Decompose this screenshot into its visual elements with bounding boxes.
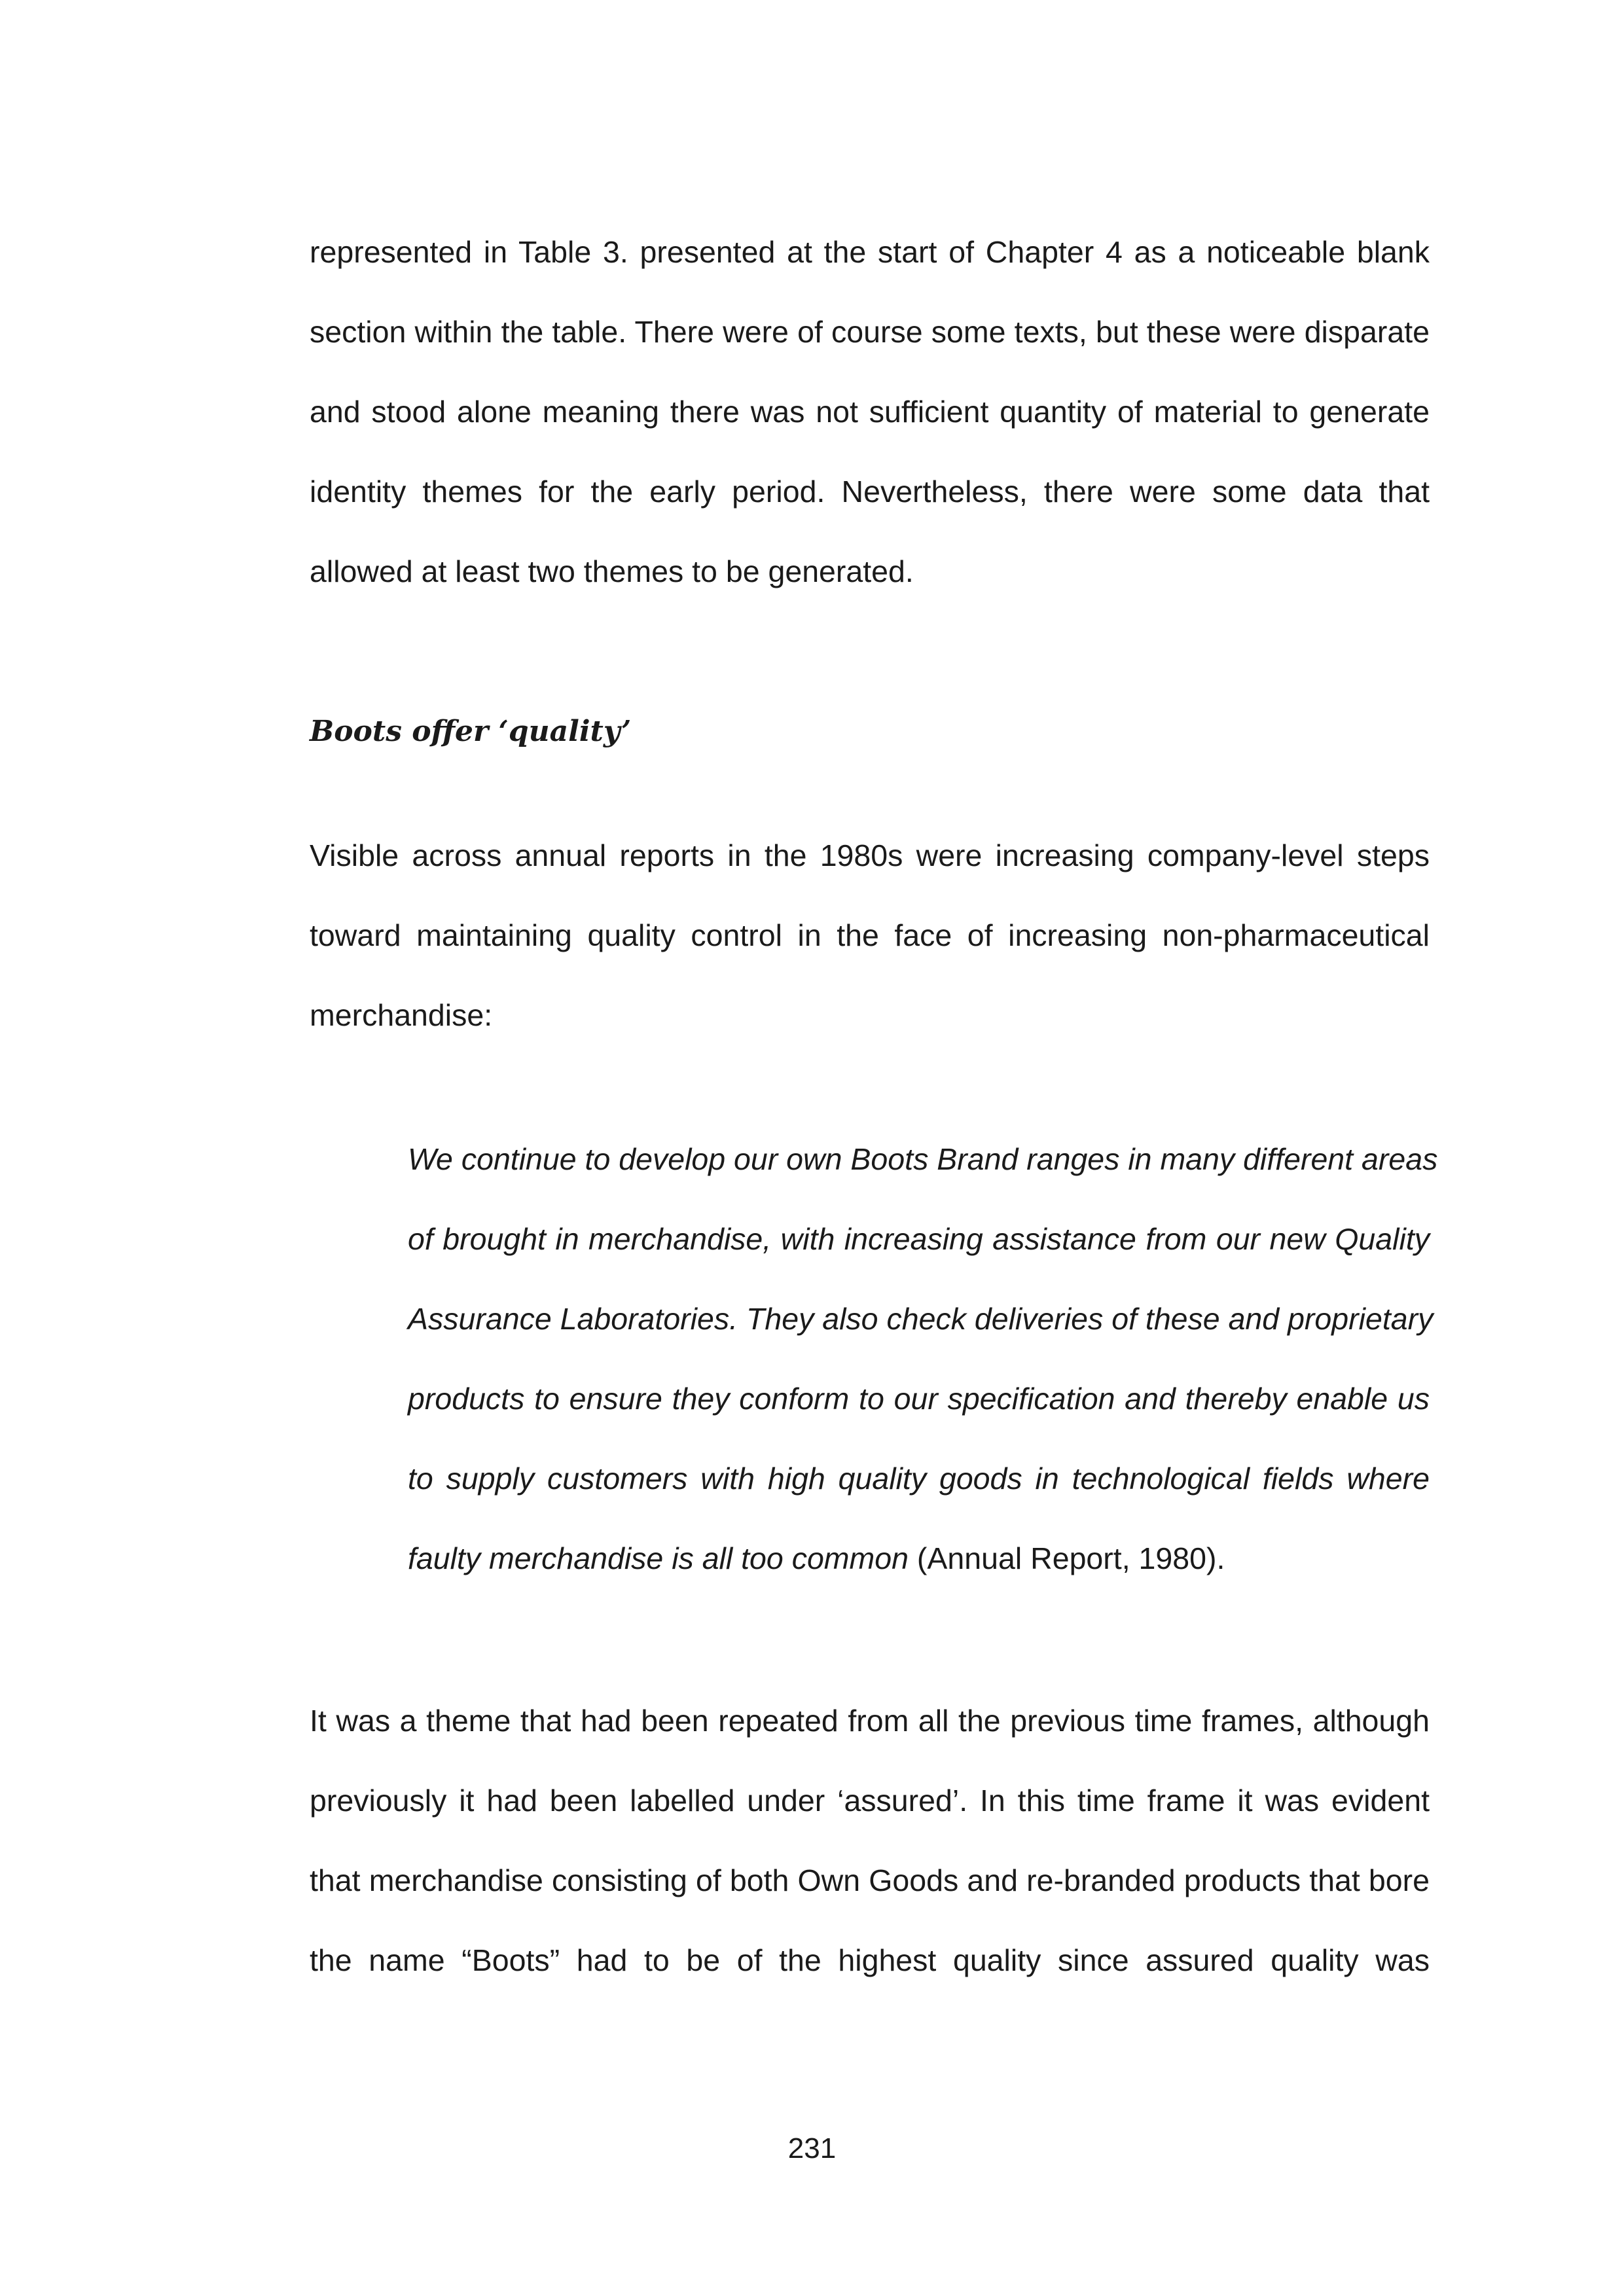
section-heading: Boots offer ‘quality’ (310, 715, 632, 748)
text-line: that merchandise consisting of both Own Goods and re-branded products that bore (310, 1863, 1430, 1897)
text-line: Visible across annual reports in the 1980s were increasing company-level steps (310, 838, 1430, 872)
quote-line: Assurance Laboratories. They also check deliveries of these and proprietary (408, 1302, 1434, 1336)
text-line: identity themes for the early period. Nevertheless, there were some data that (310, 475, 1430, 509)
paragraph-closing (310, 1681, 1430, 2000)
text-line: represented in Table 3. presented at the start of Chapter 4 as a noticeable blank (310, 235, 1430, 269)
quote-citation: (Annual Report, 1980). (909, 1541, 1225, 1575)
text-line: allowed at least two themes to be generated. (310, 554, 914, 588)
block-quote (408, 1119, 1438, 1598)
quote-line: products to ensure they conform to our specification and thereby enable us (408, 1382, 1430, 1416)
text-line: previously it had been labelled under ‘assured’. In this time frame it was evident (310, 1784, 1430, 1818)
quote-italic-text: faulty merchandise is all too common (408, 1541, 909, 1575)
quote-last-line (408, 1518, 1430, 1598)
text-line: toward maintaining quality control in the face of increasing non-pharmaceutical (310, 918, 1430, 952)
quote-line: to supply customers with high quality goods in technological fields where (408, 1462, 1430, 1496)
quote-line: We continue to develop our own Boots Brand ranges in many different areas (408, 1142, 1438, 1176)
text-line: the name “Boots” had to be of the highest quality since assured quality was (310, 1943, 1430, 1977)
text-line: section within the table. There were of course some texts, but these were disparate (310, 315, 1430, 349)
quote-line: of brought in merchandise, with increasing assistance from our new Quality (408, 1222, 1430, 1256)
paragraph-intro (310, 212, 1430, 611)
page-number: 231 (787, 2132, 837, 2164)
text-line: It was a theme that had been repeated from all the previous time frames, although (310, 1704, 1430, 1738)
text-line: merchandise: (310, 998, 493, 1032)
text-line: and stood alone meaning there was not sufficient quantity of material to generate (310, 395, 1430, 429)
paragraph-visible (310, 816, 1430, 1055)
